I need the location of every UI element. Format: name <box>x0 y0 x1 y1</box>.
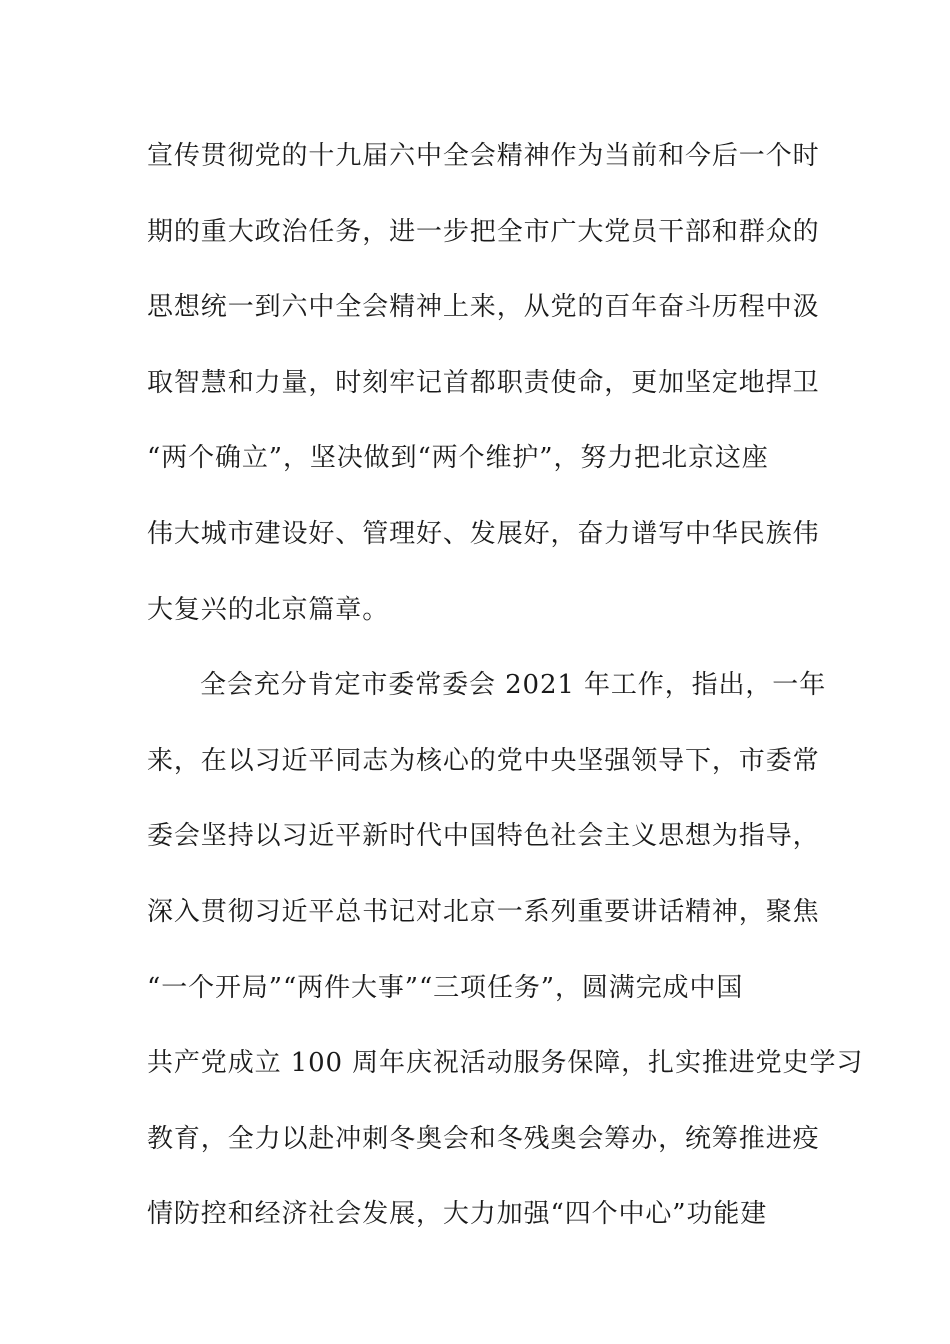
text-line: 情防控和经济社会发展，大力加强“四个中心”功能建 <box>147 1199 768 1230</box>
text-line: 取智慧和力量，时刻牢记首都职责使命，更加坚定地捍卫 <box>147 367 820 398</box>
text-line: “一个开局”“两件大事”“三项任务”，圆满完成中国 <box>147 972 744 1003</box>
text-line: 深入贯彻习近平总书记对北京一系列重要讲话精神，聚焦 <box>147 896 820 927</box>
text-line: 宣传贯彻党的十九届六中全会精神作为当前和今后一个时 <box>147 141 820 171</box>
paragraph-first-line: 全会充分肯定市委常委会 2021 年工作，指出，一年 <box>200 670 827 701</box>
text-line: “两个确立”，坚决做到“两个维护”，努力把北京这座 <box>147 443 769 474</box>
text-line: 共产党成立 100 周年庆祝活动服务保障，扎实推进党史学习 <box>147 1048 864 1079</box>
text-line: 思想统一到六中全会精神上来，从党的百年奋斗历程中汲 <box>147 292 820 323</box>
text-line: 期的重大政治任务，进一步把全市广大党员干部和群众的 <box>147 216 820 247</box>
text-line: 大复兴的北京篇章。 <box>147 594 390 625</box>
body-text <box>147 127 864 1261</box>
text-line: 伟大城市建设好、管理好、发展好，奋力谱写中华民族伟 <box>147 518 820 549</box>
text-line: 教育，全力以赴冲刺冬奥会和冬残奥会筹办，统筹推进疫 <box>147 1123 820 1154</box>
text-line: 委会坚持以习近平新时代中国特色社会主义思想为指导， <box>147 821 820 852</box>
text-line: 来，在以习近平同志为核心的党中央坚强领导下，市委常 <box>147 745 820 776</box>
